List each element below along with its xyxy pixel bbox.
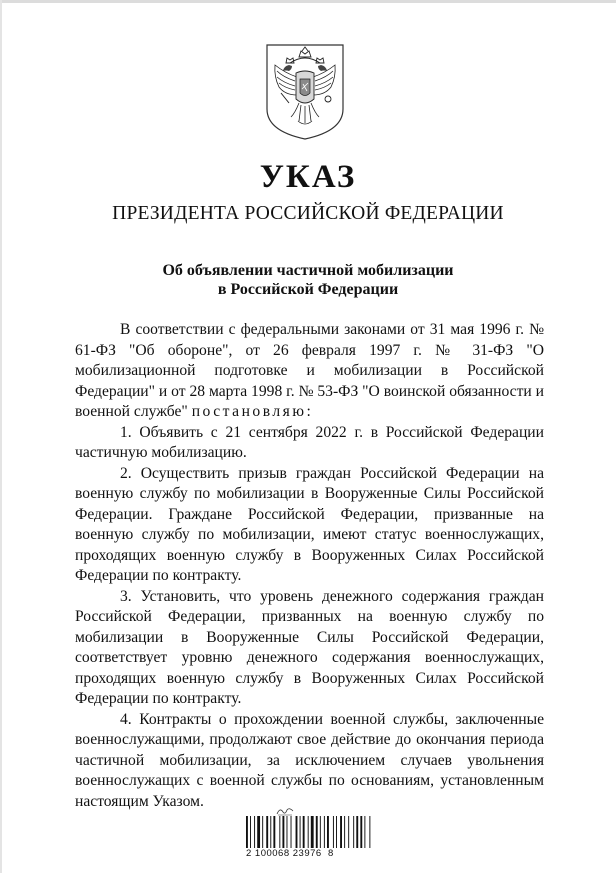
barcode-bar (308, 816, 309, 848)
barcode-bar (279, 816, 280, 848)
barcode-bar (270, 816, 271, 848)
preamble-text: В соответствии с федеральными законами от 31 мая 1996 г. № 61-ФЗ "Об обороне", от 26 февраля 1997 г. № 31-ФЗ "О мобилизационной подготовке и мобилизации в Российской Федерации" и от 28 марта 1998 г. № 53-ФЗ "О воинской обязанности и военной службе" (75, 321, 544, 420)
decree-word: постановляю: (191, 403, 314, 420)
document-issuer: ПРЕЗИДЕНТА РОССИЙСКОЙ ФЕДЕРАЦИИ (112, 203, 504, 224)
barcode-bar (327, 816, 329, 848)
barcode-bar (257, 816, 260, 848)
barcode (244, 806, 384, 860)
barcode-bar (250, 816, 251, 848)
barcode-bar (300, 816, 301, 848)
paragraph-3: 3. Установить, что уровень денежного содержания граждан Российской Федерации, призванных на военную службу по мобилизации в Вооруженные Силы Российской Федерации, соответствует уровню денежного содержания военнослужащих, проходящих военную службу в Вооруженных Силах Российской Федерации по контракту. (75, 587, 544, 707)
barcode-bar (254, 816, 255, 848)
coat-of-arms-icon (265, 43, 345, 141)
document-title: УКАЗ (259, 159, 357, 195)
barcode-bar (311, 816, 314, 848)
barcode-bar (316, 816, 318, 848)
signature-mark-icon (276, 806, 294, 816)
paragraph-2: 2. Осуществить призыв граждан Российской Федерации на военную службу по мобилизации в Вооруженные Силы Российской Федерации. Граждане Российской Федерации, призванные на военную службу по мобилизации, имеют статус военнослужащих, проходящих военную службу в Вооруженных Силах Российской Федерации по контракту. (75, 464, 544, 584)
barcode-number: 2 100068 23976 8 (246, 848, 334, 859)
barcode-bar (320, 816, 321, 848)
preamble-paragraph (75, 320, 544, 423)
barcode-bar (353, 816, 354, 848)
heading-line: Об объявлении частичной мобилизации (162, 262, 454, 279)
barcode-bar (282, 816, 284, 848)
barcode-bar (369, 816, 370, 848)
barcode-bar (344, 816, 345, 848)
barcode-bar (266, 816, 268, 848)
barcode-bar (356, 816, 358, 848)
barcode-bar (262, 816, 263, 848)
page-edge (0, 0, 2, 873)
barcode-bar (364, 816, 365, 848)
barcode-bar (273, 816, 275, 848)
barcode-bar (296, 816, 298, 848)
barcode-bar (340, 816, 342, 848)
document-body (75, 320, 544, 812)
barcode-bar (348, 816, 349, 848)
barcode-bar (246, 816, 248, 848)
barcode-bar (336, 816, 337, 848)
barcode-bar (360, 816, 362, 848)
heading-line: в Российской Федерации (217, 281, 399, 298)
barcode-bar (324, 816, 325, 848)
page-edge (0, 0, 616, 3)
barcode-bar (287, 816, 288, 848)
barcode-bar (333, 816, 334, 848)
barcode-bar (303, 816, 305, 848)
document-heading (0, 261, 616, 299)
barcode-bar (291, 816, 292, 848)
barcode-icon (244, 816, 384, 848)
paragraph-4: 4. Контракты о прохождении военной службы, заключенные военнослужащими, продолжают свое действие до окончания периода частичной мобилизации, за исключением случаев увольнения военнослужащих с военной службы по основаниям, установленным настоящим Указом. (75, 710, 544, 810)
paragraph-1: 1. Объявить с 21 сентября 2022 г. в Российской Федерации частичную мобилизацию. (75, 423, 544, 461)
